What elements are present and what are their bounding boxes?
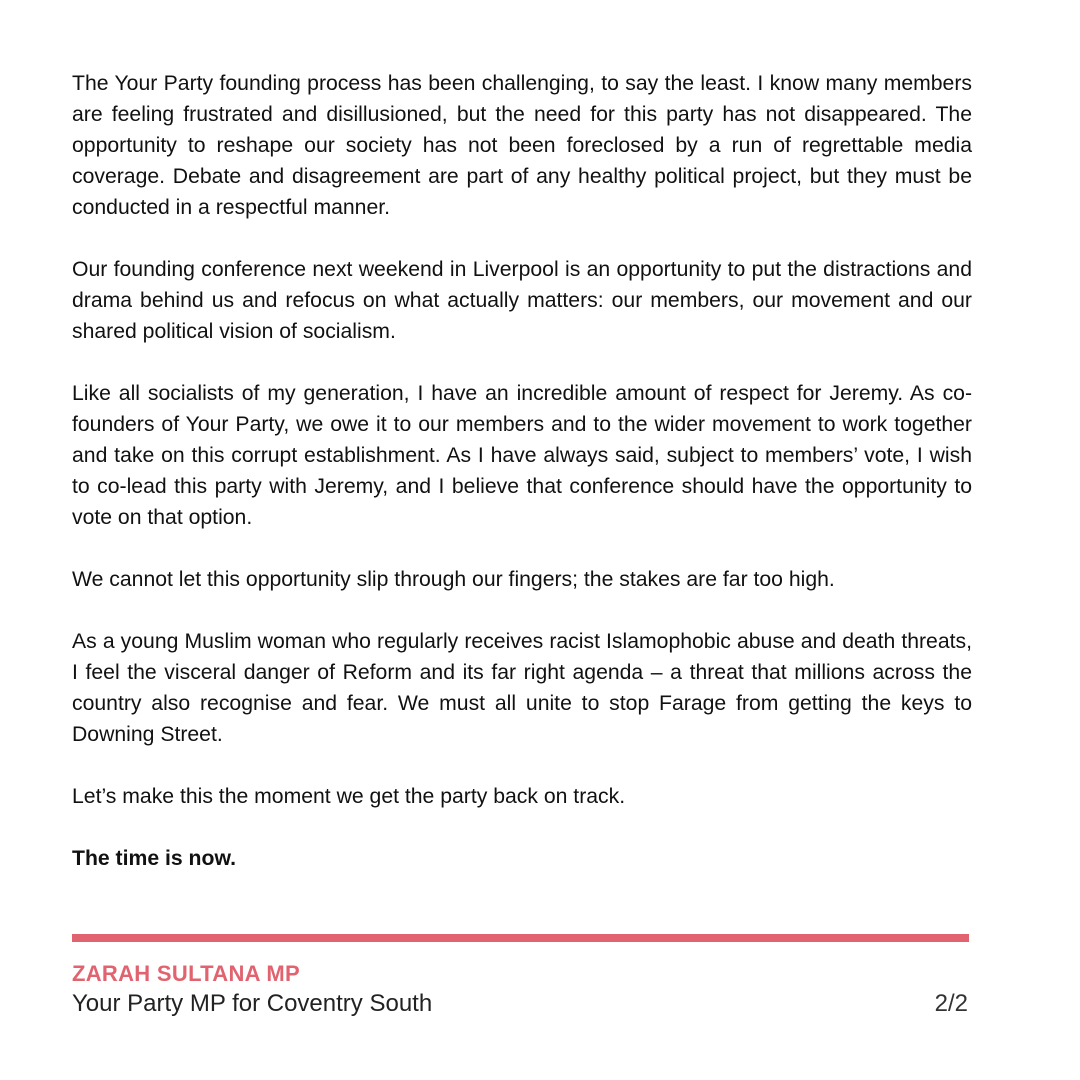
letter-body <box>72 68 972 905</box>
paragraph-stakes: We cannot let this opportunity slip through our fingers; the stakes are far too high. <box>72 568 835 591</box>
paragraph-back-on-track: Let’s make this the moment we get the party back on track. <box>72 785 626 808</box>
page-indicator: 2/2 <box>934 990 968 1017</box>
signature-name: ZARAH SULTANA MP <box>72 961 301 986</box>
signature-role: Your Party MP for Coventry South <box>72 990 433 1017</box>
paragraph-founding-process: The Your Party founding process has been challenging, to say the least. I know many members are feeling frustrated and disillusioned, but the need for this party has not disappeared. The opportunity to reshape our society has not been foreclosed by a run of regrettable media coverage. Debate and disagreement are part of any healthy political project, but they must be conducted in a respectful manner. <box>72 72 972 219</box>
paragraph-closing-line: The time is now. <box>72 847 237 870</box>
signature-divider <box>72 934 969 942</box>
paragraph-respect-for-jeremy: Like all socialists of my generation, I have an incredible amount of respect for Jeremy. As co-founders of Your Party, we owe it to our members and to the wider movement to work together and take on this corrupt establishment. As I have always said, subject to members’ vote, I wish to co-lead this party with Jeremy, and I believe that conference should have the opportunity to vote on that option. <box>72 382 972 529</box>
paragraph-reform-threat: As a young Muslim woman who regularly receives racist Islamophobic abuse and death threats, I feel the visceral danger of Reform and its far right agenda – a threat that millions across the country also recognise and fear. We must all unite to stop Farage from getting the keys to Downing Street. <box>72 630 972 746</box>
paragraph-founding-conference: Our founding conference next weekend in Liverpool is an opportunity to put the distractions and drama behind us and refocus on what actually matters: our members, our movement and our shared political vision of socialism. <box>72 258 972 343</box>
